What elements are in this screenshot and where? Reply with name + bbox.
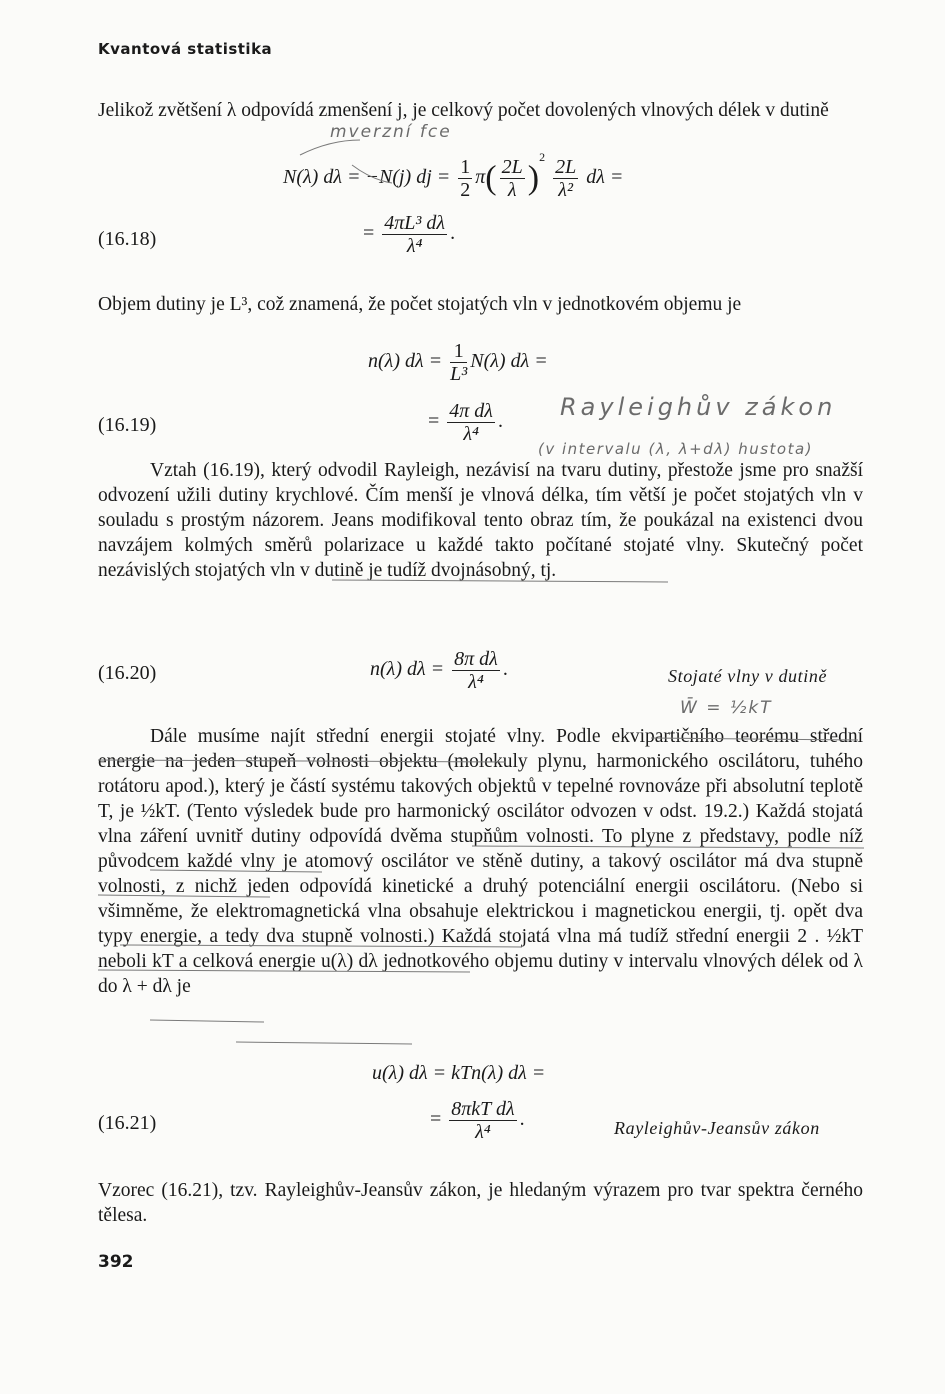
paragraph-equipartition: Dále musíme najít střední energii stojaté vlny. Podle ekvipartičního teorému střední energie na jeden stupeň volnosti objektu (molekuly plynu, harmonického oscilátoru, tuhého rotátoru apod.), který je částí systému takových objektů v tepelné rovnováze při absolutní teplotě T, je ½kT. (Tento výsledek bude pro harmonický oscilátor odvozen v odst. 19.2.) Každá stojatá vlna záření uvnitř dutiny odpovídá dvěma stupňům volnosti. To plyne z představy, podle níž původcem každé vlny je atomový oscilátor ve stěně dutiny, a takový oscilátor má dva stupně volnosti, z nichž jeden odpovídá kinetické a druhý potenciální energii oscilátoru. (Nebo si všimněme, že elektromagnetická vlna obsahuje elektrickou i magnetickou energii, tj. opět dva typy energie, a tedy dva stupně volnosti.) Každá stojatá vlna má tudíž střední energii 2 . ½kT neboli kT a celková energie u(λ) dλ jednotkového objemu dutiny v intervalu vlnových délek od λ do λ + dλ je <box>98 726 863 997</box>
equation-16-19-line1: n(λ) dλ = $\frac{1}{\text{L³}}$ N(λ) dλ = <box>368 340 548 385</box>
underline-zareni <box>472 846 864 848</box>
equation-16-20: n(λ) dλ = $\frac{\text{8π dλ}}{\text{λ⁴}}$ . <box>370 648 508 693</box>
eq18-lhs: N(λ) dλ = −N(j) dj = <box>283 166 456 188</box>
eq18-square: 2 <box>539 150 546 164</box>
underline-stredni-energie <box>98 760 506 762</box>
eq18-equals: = <box>363 222 375 245</box>
paragraph-intro: Jelikož zvětšení λ odpovídá zmenšení j, je celkový počet dovolených vlnových délek v dutině <box>98 100 829 121</box>
side-label-standing-waves: Stojaté vlny v dutině <box>668 666 828 686</box>
underline-minus-n <box>352 165 392 183</box>
eq18-pi: π <box>475 166 486 188</box>
underline-atomovy <box>98 895 270 897</box>
equation-16-21-line1: u(λ) dλ = kTn(λ) dλ = <box>372 1062 546 1084</box>
eq18-paren-fraction: $\frac{2L}{\lambda}$ <box>501 155 523 201</box>
handwritten-note-inverse-function: mverzní fce <box>330 122 452 142</box>
eq18-tail: dλ = <box>586 166 624 188</box>
eq18-second-fraction: $\frac{2L}{\text{λ²}}$ <box>555 155 577 201</box>
paragraph-rayleigh: Vztah (16.19), který odvodil Rayleigh, nezávisí na tvaru dutiny, přestože jsme pro snažší odvození užili dutiny krychlové. Čím menší je vlnová délka, tím větší je počet stojatých vln v souladu s prostým názorem. Jeans modifikoval tento obraz tím, že poukázal na existenci dvou navzájem kolmých směrů polarizace u každé takto počítané stojaté vlny. Skutečný počet nezávislých stojatých vln v dutině je tudíž dvojnásobný, tj. <box>98 460 863 581</box>
eq18-half-fraction: $\frac{1}{2}$ <box>460 155 471 201</box>
underline-interval <box>236 1042 412 1044</box>
paragraph-conclusion: Vzorec (16.21), tzv. Rayleighův-Jeansův zákon, je hledaným výrazem pro tvar spektra černého tělesa. <box>98 1180 863 1226</box>
equation-number-16-19: (16.19) <box>98 414 157 436</box>
handwritten-note-rayleigh-law: Rayleighův zákon <box>560 393 837 421</box>
eq21-result-fraction: $\frac{\text{8πkT dλ}}{\text{λ⁴}}$ <box>451 1098 515 1143</box>
eq20-fraction: $\frac{\text{8π dλ}}{\text{λ⁴}}$ <box>454 648 498 693</box>
underline-typy-energie <box>98 970 470 972</box>
underline-kT <box>150 1020 264 1022</box>
eq19-fraction: $\frac{1}{\text{L³}}$ <box>450 340 468 385</box>
handwritten-note-mean-energy: W̄ = ½kT <box>680 698 773 718</box>
running-header: Kvantová statistika <box>98 40 273 58</box>
equation-16-18-line2: = $\frac{\text{4πL³ dλ}}{\text{λ⁴}}$ . <box>363 212 456 257</box>
equation-16-18-line1: N(λ) dλ = −N(j) dj = $\frac{1}{2}$ π( $\frac{2L}{\lambda}$ )$^2$ $\frac{2L}{\text{λ²}}$ dλ = <box>283 150 624 201</box>
underline-dvema <box>150 870 322 872</box>
eq19-result-fraction: $\frac{\text{4π dλ}}{\text{λ⁴}}$ <box>449 400 493 445</box>
equation-16-19-line2: = $\frac{\text{4π dλ}}{\text{λ⁴}}$ . <box>428 400 503 445</box>
underline-polarization <box>332 580 668 582</box>
handwritten-note-interval: (v intervalu (λ, λ+dλ) hustota) <box>538 440 814 458</box>
paragraph-volume: Objem dutiny je L³, což znamená, že počet stojatých vln v jednotkovém objemu je <box>98 294 742 315</box>
underline-el-energie <box>120 945 522 947</box>
equation-number-16-21: (16.21) <box>98 1112 157 1134</box>
underline-n-lambda <box>300 140 360 155</box>
page-number: 392 <box>98 1252 134 1272</box>
underline-ekvipartic <box>651 738 858 740</box>
eq18-result-fraction: $\frac{\text{4πL³ dλ}}{\text{λ⁴}}$ <box>384 212 446 257</box>
equation-number-16-18: (16.18) <box>98 228 157 250</box>
side-label-rayleigh-jeans: Rayleighův-Jeansův zákon <box>614 1118 820 1138</box>
equation-16-21-line2: = $\frac{\text{8πkT dλ}}{\text{λ⁴}}$ . <box>430 1098 525 1143</box>
equation-number-16-20: (16.20) <box>98 662 157 684</box>
